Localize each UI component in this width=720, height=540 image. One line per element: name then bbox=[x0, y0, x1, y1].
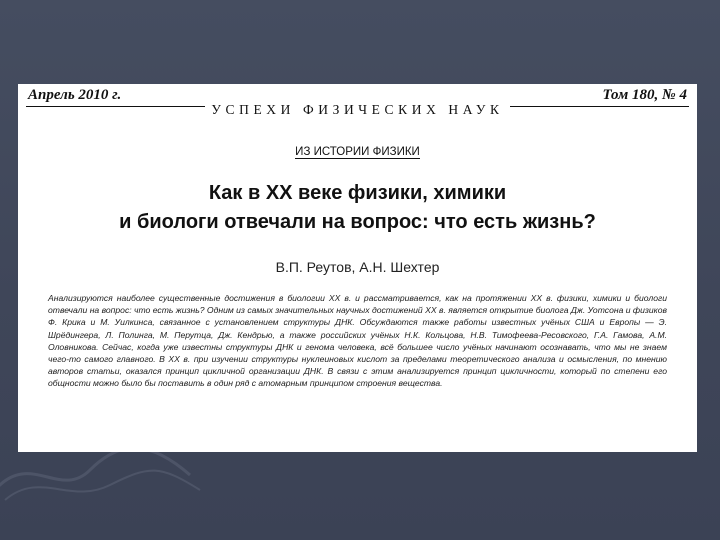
journal-name bbox=[18, 102, 697, 118]
article-page bbox=[18, 84, 697, 452]
journal-name-text: УСПЕХИ ФИЗИЧЕСКИХ НАУК bbox=[205, 102, 509, 117]
section-heading bbox=[18, 146, 697, 158]
section-heading-text: ИЗ ИСТОРИИ ФИЗИКИ bbox=[295, 146, 420, 158]
article-authors: В.П. Реутов, А.Н. Шехтер bbox=[275, 259, 440, 275]
article-abstract: Анализируются наиболее существенные достижения в биологии XX в. и рассматривается, как на протяжении XX в. физики, химики и биологи отвечали на вопрос: что есть жизнь? Одним из самых значительных научных достижений XX в. является открытие биолога Дж. Уотсона и физиков Ф. Крика и М. Уилкинса, связанное с установлением структуры ДНК. Обсуждаются также работы известных учёных США и Европы — Э. Шрёдингера, Л. Полинга, М. Перутца, Дж. Кендрью, а также российских учёных Н.К. Кольцова, Н.В. Тимофеева-Ресовского, Г.А. Гамова, А.М. Оловникова. Сейчас, когда уже известны структуры ДНК и генома человека, всё большее число учёных начинают осознавать, что мы не знаем чего-то самого главного. В XX в. при изучении структуры нуклеиновых кислот за пределами теоретического анализа и осмысления, по мнению авторов статьи, оказался принцип цикличной организации ДНК. В связи с этим анализируется принцип цикличности, который по степени его общности можно было бы поставить в один ряд с атомарным принципом строения вещества. bbox=[48, 293, 667, 389]
issue-volume: Том 180, № 4 bbox=[602, 87, 687, 103]
article-title bbox=[18, 179, 697, 237]
title-line-1: Как в XX веке физики, химики bbox=[208, 182, 507, 204]
issue-date: Апрель 2010 г. bbox=[28, 87, 122, 103]
title-line-2: и биологи отвечали на вопрос: что есть жизнь? bbox=[119, 211, 596, 233]
